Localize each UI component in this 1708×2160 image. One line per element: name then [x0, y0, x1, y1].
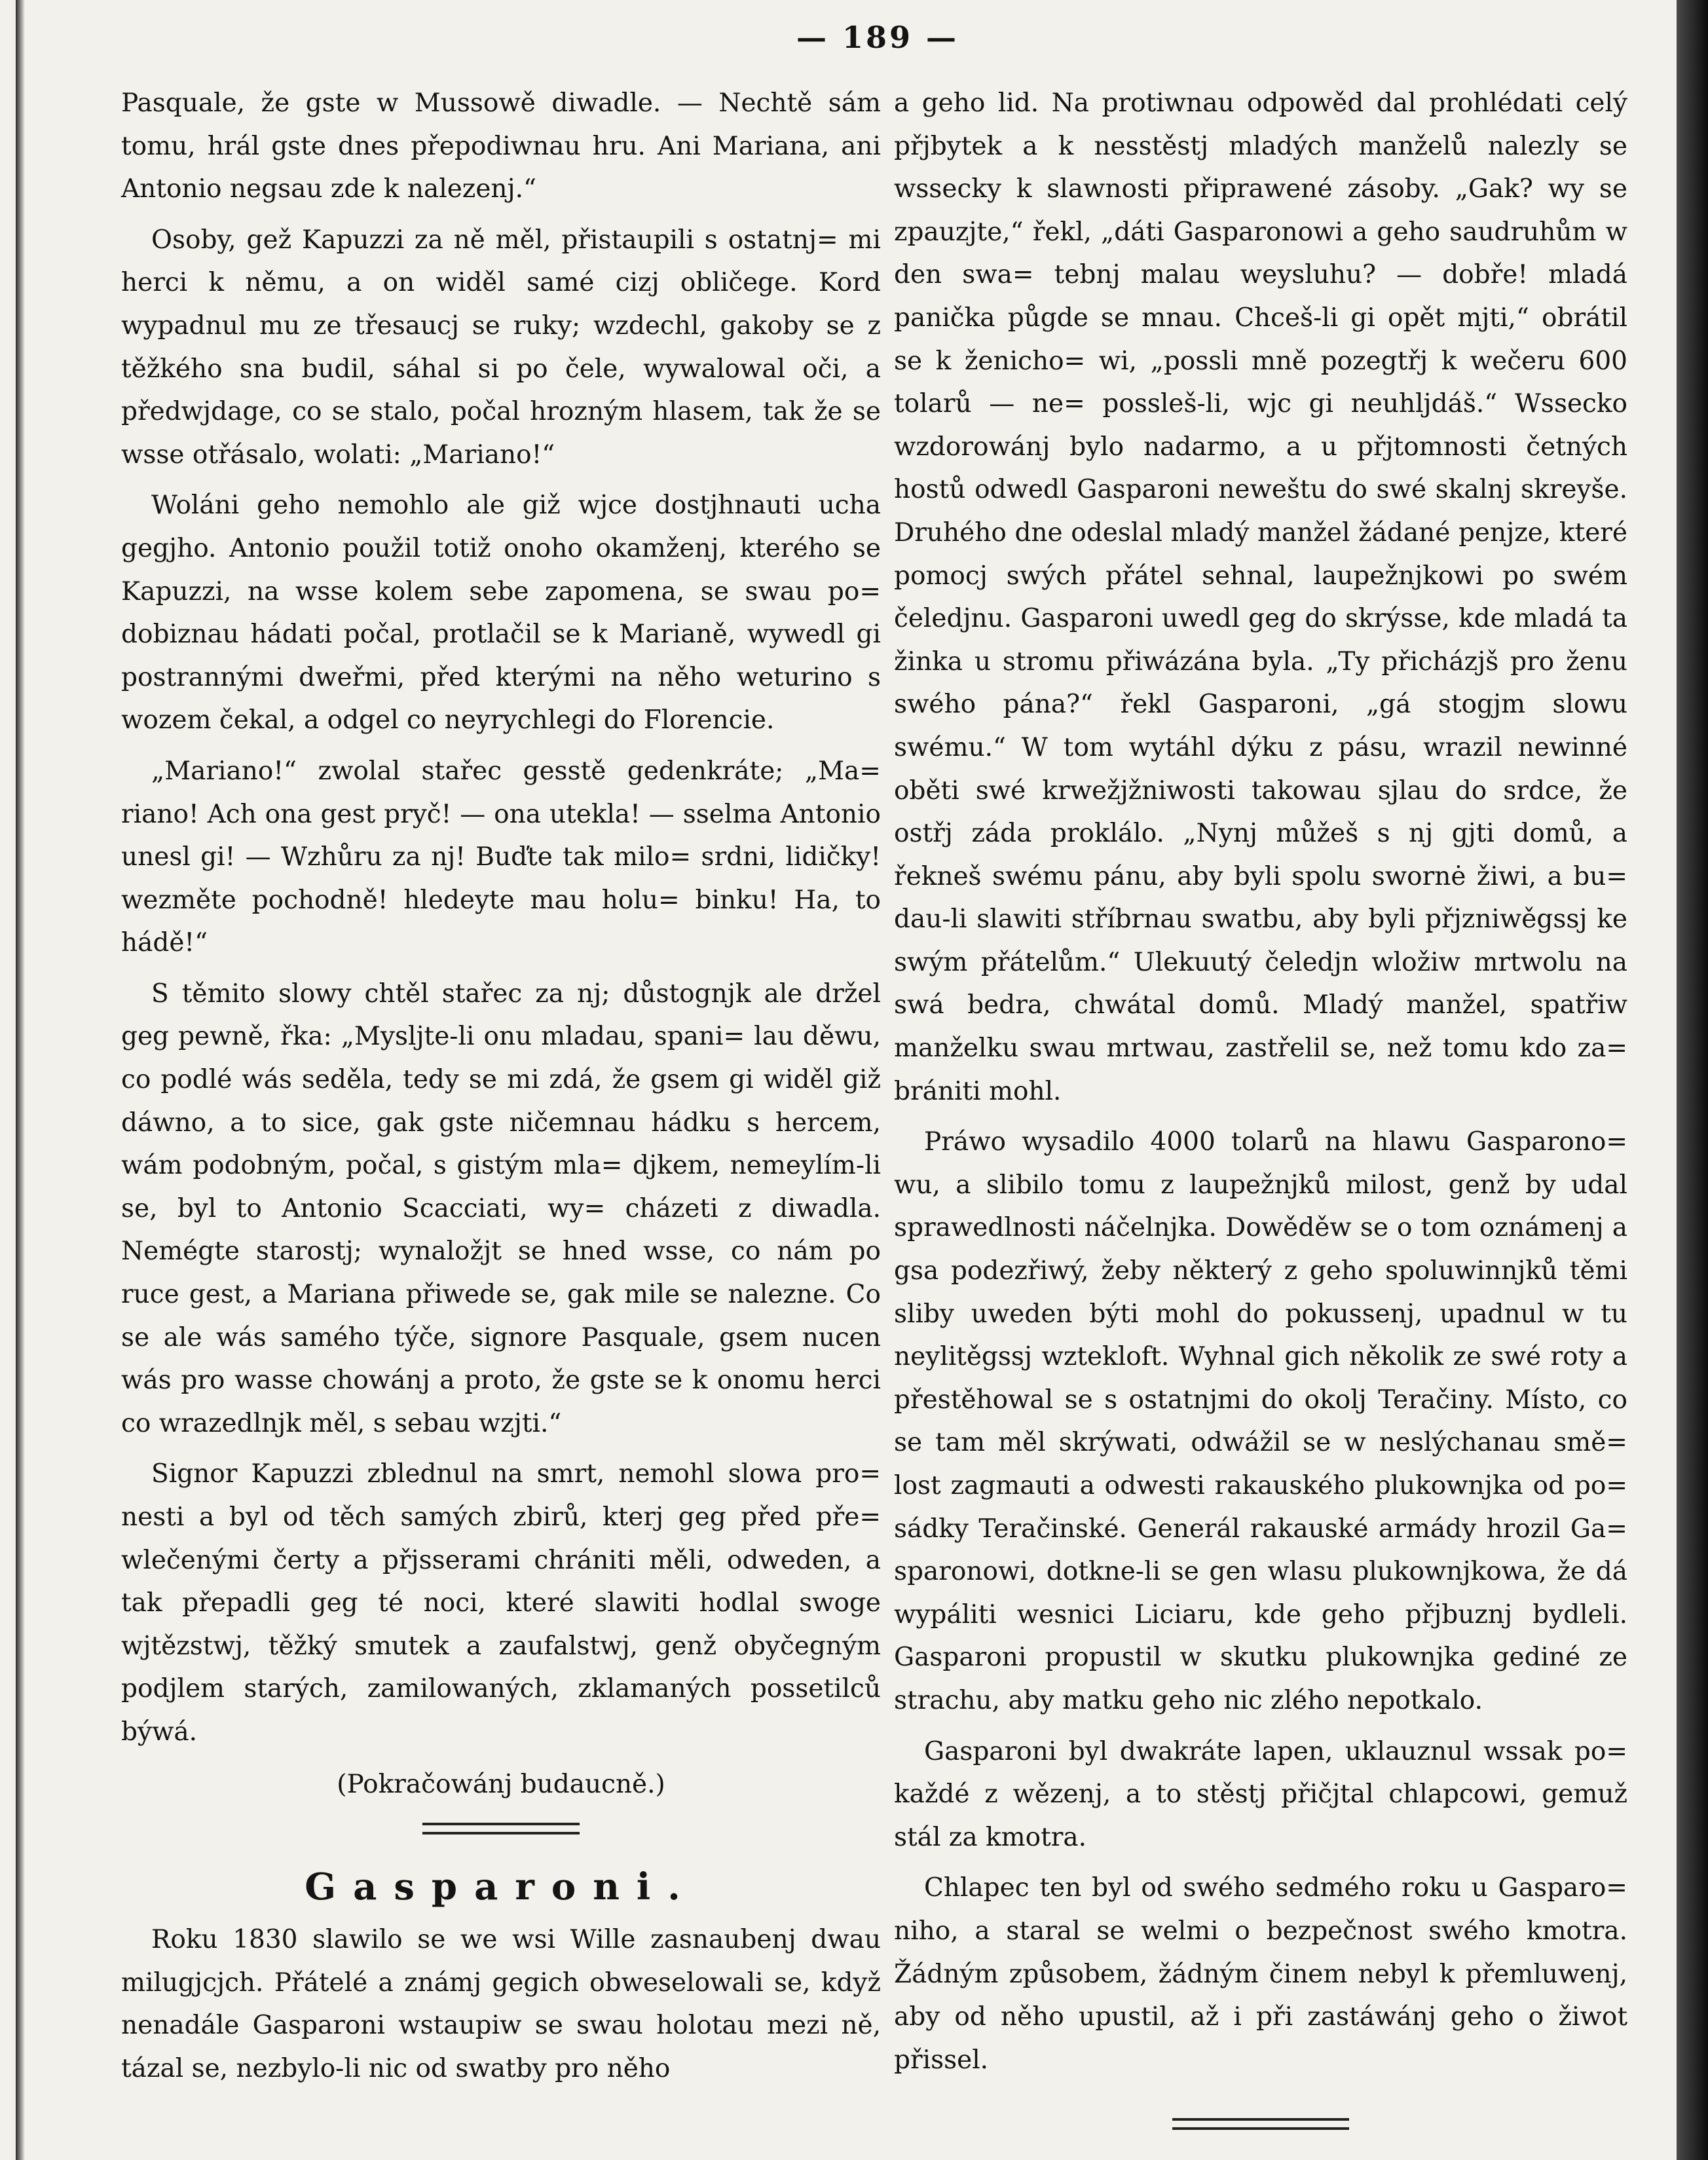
paragraph: „Mariano!“ zwolal stařec gesstě gedenkráte; „Ma= riano! Ach ona gest pryč! — ona utekla! — sselma Antonio unesl gi! — Wzhůru za nj! Buďte tak milo= srdni, lidičky! wezměte pochodně! hledeyte mau holu= binku! Ha, to hádě!“ [121, 756, 881, 958]
page-number: — 189 — [796, 20, 959, 55]
end-divider [1172, 2118, 1349, 2130]
paragraph: Gasparoni byl dwakráte lapen, uklauznul wssak po= každé z wězenj, a to stěstj přičjtal chlapcowi, gemuž stál za kmotra. [894, 1736, 1627, 1852]
paragraph: a geho lid. Na protiwnau odpowěd dal prohlédati celý přjbytek a k nesstěstj mladých manželů nalezly se wssecky k slawnosti připrawené zásoby. „Gak? wy se zpauzjte,“ řekl, „dáti Gasparonowi a geho saudruhům w den swa= tebnj malau weysluhu? — dobře! mladá panička půgde se mnau. Chceš-li gi opět mjti,“ obrátil se k ženicho= wi, „possli mně pozegtřj k wečeru 600 tolarů — ne= possleš-li, wjc gi neuhlјdáš.“ Wssecko wzdorowánj bylo nadarmo, a u přjtomnosti četných hostů odwedl Gasparoni neweštu do swé skalnj skreyše. Druhého dne odeslal mladý manžel žádané penjze, které pomocj swých přátel sehnal, laupežnjkowi po swém čeledjnu. Gasparoni uwedl geg do skrýsse, kde mladá ta žinka u stromu přiwázána byla. „Ty přicházjš pro ženu swého pána?“ řekl Gasparoni, „gá stogjm slowu swému.“ W tom wytáhl dýku z pásu, wrazil newinné oběti swé krwežjžniwosti takowau sjlau do srdce, že ostřj záda proklálo. „Nynj můžeš s nj gjti domů, a řekneš swému pánu, aby byli spolu swornė žiwi, a bu= dau-li slawiti stříbrnau swatbu, aby byli přjzniwěgssj ke swým přátelům.“ Ulekuutý čeledjn wložiw mrtwolu na swá bedra, chwátal domů. Mladý manžel, spatřiw manželku swau mrtwau, zastřelil se, než tomu kdo za= brániti mohl. [894, 88, 1627, 1106]
section-divider [422, 1823, 580, 1834]
section-title: Gasparoni. [305, 1865, 697, 1909]
binding-shadow [16, 0, 25, 2160]
continuation-note: (Pokračowánj budaucně.) [337, 1769, 665, 1799]
page-edge-shadow [1677, 0, 1708, 2160]
paragraph: S těmito slowy chtěl stařec za nj; důstognjk ale držel geg pewně, řka: „Mysljte-li onu mladau, spani= lau děwu, co podlé wás seděla, tedy se mi zdá, že gsem gi widěl giž dáwno, a to sice, gak gste ničemnau hádku s hercem, wám podobným, počal, s gistým mla= djkem, nemeylím-li se, byl to Antonio Scacciati, wy= cházeti z diwadla. Nemégte starostj; wynaložjt se hned wsse, co nám po ruce gest, a Mariana přiwede se, gak mile se nalezne. Co se ale wás samého týče, signore Pasquale, gsem nucen wás pro wasse chowánj a proto, že gste se k onomu herci co wrazedlnjk měl, s sebau wzjti.“ [121, 978, 881, 1438]
left-column [121, 82, 881, 2098]
paragraph: Práwo wysadilo 4000 tolarů na hlawu Gasparono= wu, a slibilo tomu z laupežnjků milost, genž by udal sprawedlnosti náčelnjka. Dowěděw se o tom oznámenj a gsa podezřiwý, žeby některý z geho spoluwinnjků těmi sliby uweden býti mohl do pokussenj, upadnul w tu neylitěgssj wztekloft. Wyhnal gich několik ze swé roty a přestěhowal se s ostatnjmi do okolj Teračiny. Místo, co se tam měl skrýwati, odwážil se w neslýchanau smě= lost zagmauti a odwesti rakauského plukownjka od po= sádky Teračinské. Generál rakauské armády hrozil Ga= sparonowi, dotkne-li se gen wlasu plukownjkowa, že dá wypáliti wesnici Liciaru, kde geho přjbuznj bydleli. Gasparoni propustil w skutku plukownjka gediné ze strachu, aby matku geho nic zlého nepotkalo. [894, 1127, 1627, 1715]
paragraph: Chlapec ten byl od swého sedmého roku u Gasparo= niho, a staral se welmi o bezpečnost swého kmotra. Žádným způsobem, žádným činem nebyl k přemluwenj, aby od něho upustil, až i při zastáwánj geho o žiwot přissel. [894, 1873, 1627, 2075]
paragraph: Woláni geho nemohlo ale giž wjce dostjhnauti ucha gegjho. Antonio použil totiž onoho okamženj, kterého se Kapuzzi, na wsse kolem sebe zapomena, se swau po= dobiznau hádati počal, protlačil se k Marianě, wywedl gi postrannými dweřmi, před kterými na něho weturino s wozem čekal, a odgel co neyrychlegi do Florencie. [121, 491, 881, 736]
paragraph: Roku 1830 slawilo se we wsi Wille zasnaubenj dwau milugjcjch. Přátelé a známj gegich obweselowali se, když nenadále Gasparoni wstaupiw se swau holotau mezi ně, tázal se, nezbylo-li nic od swatby pro něho [121, 1925, 881, 2083]
paragraph: Osoby, gež Kapuzzi za ně měl, přistaupili s ostatnj= mi herci k němu, a on widěl samé cizj obličege. Kord wypadnul mu ze třesaucj se ruky; wzdechl, gakoby se z těžkého sna budil, sáhal si po čele, wywalowal oči, a předwjdage, co se stalo, počal hrozným hlasem, tak že se wsse otřásalo, wolati: „Mariano!“ [121, 225, 881, 470]
right-column [894, 82, 1627, 2156]
paragraph: Signor Kapuzzi zblednul na smrt, nemohl slowa pro= nesti a byl od těch samých zbirů, kterj geg před pře= wlečenými čerty a přjsserami chrániti měli, odweden, a tak přepadli geg té noci, které slawiti hodlal swoge wjtězstwj, těžký smutek a zaufalstwj, genž obyčegným podjlem starých, zamilowaných, zklamaných possetilců býwá. [121, 1459, 881, 1747]
paragraph: Pasquale, že gste w Mussowě diwadle. — Nechtě sám tomu, hrál gste dnes přepodiwnau hru. Ani Mariana, ani Antonio negsau zde k nalezenj.“ [121, 88, 881, 204]
